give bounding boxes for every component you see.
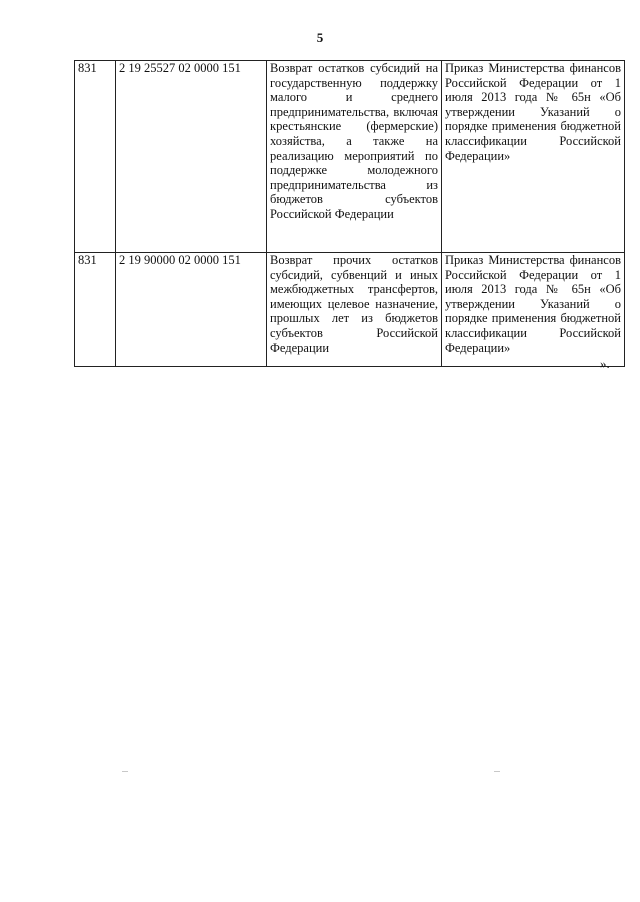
legal-basis-cell: Приказ Министерства финансов Российской Федерации от 1 июля 2013 года № 65н «Об утверждении Указаний о порядке применения бюджетной классификации Российской Федерации» bbox=[442, 253, 625, 367]
budget-codes-table bbox=[74, 60, 625, 367]
page-number: 5 bbox=[316, 30, 324, 45]
table-row bbox=[75, 253, 625, 367]
scan-artifact-line bbox=[122, 771, 128, 772]
budget-code-cell: 2 19 25527 02 0000 151 bbox=[116, 61, 267, 253]
income-name-cell: Возврат прочих остатков субсидий, субвенций и иных межбюджетных трансфертов, имеющих целевое назначение, прошлых лет из бюджетов субъектов Российской Федерации bbox=[267, 253, 442, 367]
closing-quote-mark: ». bbox=[600, 356, 610, 371]
legal-basis-cell: Приказ Министерства финансов Российской Федерации от 1 июля 2013 года № 65н «Об утверждении Указаний о порядке применения бюджетной классификации Российской Федерации» bbox=[442, 61, 625, 253]
admin-code-cell: 831 bbox=[75, 253, 116, 367]
budget-code-cell: 2 19 90000 02 0000 151 bbox=[116, 253, 267, 367]
admin-code-cell: 831 bbox=[75, 61, 116, 253]
scan-artifact-line bbox=[494, 771, 500, 772]
table-row bbox=[75, 61, 625, 253]
income-name-cell: Возврат остатков субсидий на государственную поддержку малого и среднего предпринимательства, включая крестьянские (фермерские) хозяйства, а также на реализацию мероприятий по поддержке молодежного предпринимательства из бюджетов субъектов Российской Федерации bbox=[267, 61, 442, 253]
